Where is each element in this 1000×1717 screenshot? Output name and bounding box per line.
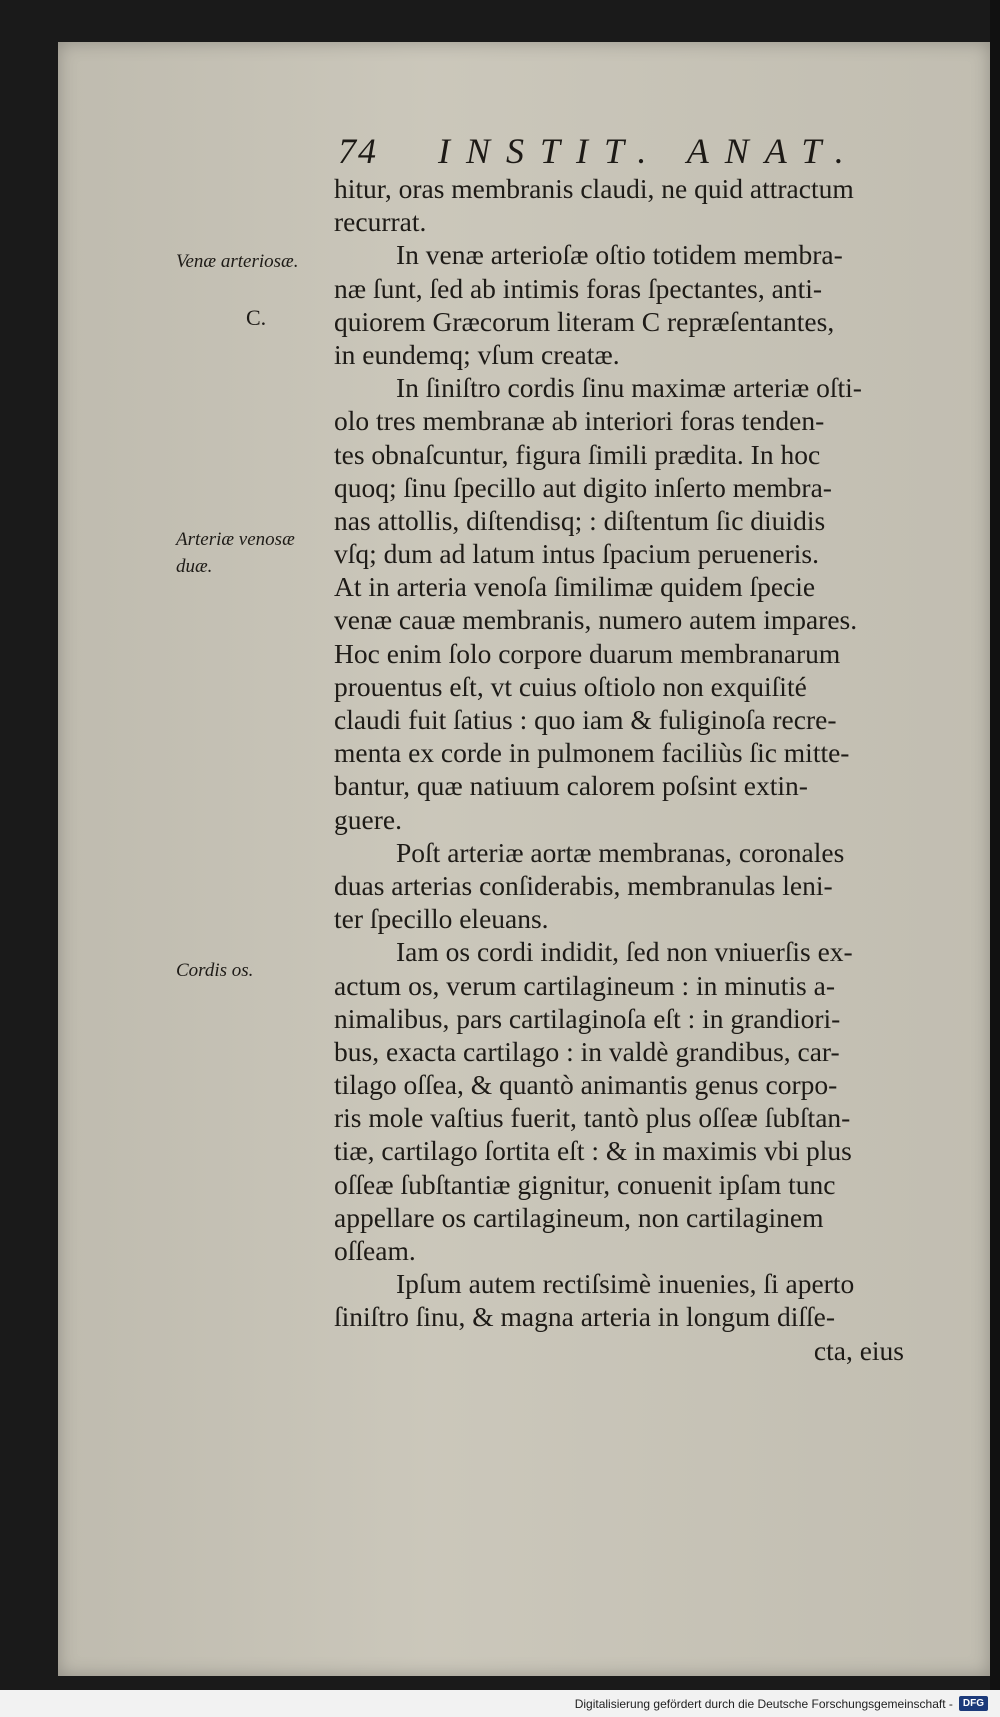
running-header bbox=[338, 130, 898, 172]
catchword: cta, eius bbox=[813, 1334, 904, 1366]
text-line: næ ſunt, ſed ab intimis foras ſpectantes, anti- bbox=[334, 272, 823, 304]
text-line: Ipſum autem rectiſsimè inuenies, ſi aperto bbox=[396, 1268, 855, 1300]
text-line: Poſt arteriæ aortæ membranas, coronales bbox=[396, 836, 845, 868]
text-line: Iam os cordi indidit, ſed non vniuerſis ex- bbox=[396, 936, 853, 968]
text-line: ter ſpecillo eleuans. bbox=[334, 903, 549, 935]
digitization-footer bbox=[0, 1690, 1000, 1717]
running-title: INSTIT. ANAT. bbox=[438, 131, 860, 171]
text-line: hitur, oras membranis claudi, ne quid attractum bbox=[334, 173, 854, 204]
text-line: quoq; ſinu ſpecillo aut digito inſerto membra- bbox=[334, 471, 832, 503]
margin-note-vena-arteriosa: Venæ arteriosæ. bbox=[176, 251, 299, 272]
text-line: recurrat. bbox=[334, 206, 427, 238]
text-line: venæ cauæ membranis, numero autem impares. bbox=[334, 604, 858, 636]
text-line: bus, exacta cartilago : in valdè grandibus, car- bbox=[334, 1035, 840, 1067]
text-line: oſſeam. bbox=[334, 1235, 416, 1266]
text-line: actum os, verum cartilagineum : in minutis a- bbox=[334, 969, 835, 1001]
margin-note-letter-c: C. bbox=[246, 305, 267, 330]
text-line: tilago oſſea, & quantò animantis genus corpo- bbox=[334, 1069, 838, 1101]
text-line: duas arterias conſiderabis, membranulas leni- bbox=[334, 869, 833, 901]
text-line: In ſiniſtro cordis ſinu maximæ arteriæ oſti- bbox=[396, 372, 862, 404]
dfg-logo: DFG bbox=[959, 1696, 988, 1711]
text-line: At in arteria venoſa ſimilimæ quidem ſpecie bbox=[334, 571, 816, 603]
text-line: in eundemq; vſum creatæ. bbox=[334, 338, 620, 370]
body-text bbox=[334, 172, 904, 1367]
page-number: 74 bbox=[338, 131, 378, 171]
text-line: quiorem Græcorum literam C repræſentantes, bbox=[334, 305, 835, 337]
page-edge-shadow bbox=[990, 0, 1000, 1717]
text-line: In venæ arterioſæ oſtio totidem membra- bbox=[396, 239, 843, 271]
text-line: Hoc enim ſolo corpore duarum membranarum bbox=[334, 637, 841, 669]
text-line: bantur, quæ natiuum calorem poſsint extin- bbox=[334, 770, 808, 802]
text-line: menta ex corde in pulmonem faciliùs ſic mitte- bbox=[334, 737, 850, 769]
text-line: prouentus eſt, vt cuius oſtiolo non exquiſité bbox=[334, 670, 807, 702]
text-line: tes obnaſcuntur, figura ſimili prædita. In hoc bbox=[334, 438, 821, 470]
text-line: ſiniſtro ſinu, & magna arteria in longum diſſe- bbox=[334, 1301, 836, 1333]
text-line: nas attollis, diſtendisq; : diſtentum ſic diuidis bbox=[334, 504, 826, 536]
text-line: guere. bbox=[334, 803, 402, 835]
text-line: nimalibus, pars cartilaginoſa eſt : in grandiori- bbox=[334, 1002, 841, 1034]
text-line: vſq; dum ad latum intus ſpacium perueneris. bbox=[334, 538, 819, 570]
text-line: appellare os cartilagineum, non cartilaginem bbox=[334, 1201, 824, 1233]
text-line: olo tres membranæ ab interiori foras tenden- bbox=[334, 405, 825, 437]
text-line: oſſeæ ſubſtantiæ gignitur, conuenit ipſam tunc bbox=[334, 1168, 836, 1200]
text-line: ris mole vaſtius fuerit, tantò plus oſſeæ ſubſtan- bbox=[334, 1102, 851, 1134]
margin-note-arteria-venosa: Arteriæ venosæ duæ. bbox=[176, 529, 295, 577]
funding-credit: Digitalisierung gefördert durch die Deutsche Forschungsgemeinschaft - bbox=[574, 1696, 953, 1711]
margin-note-cordis-os: Cordis os. bbox=[176, 960, 254, 981]
text-line: tiæ, cartilago ſortita eſt : & in maximis vbi plus bbox=[334, 1135, 852, 1167]
text-line: claudi fuit ſatius : quo iam & fuliginoſa recre- bbox=[334, 704, 837, 735]
